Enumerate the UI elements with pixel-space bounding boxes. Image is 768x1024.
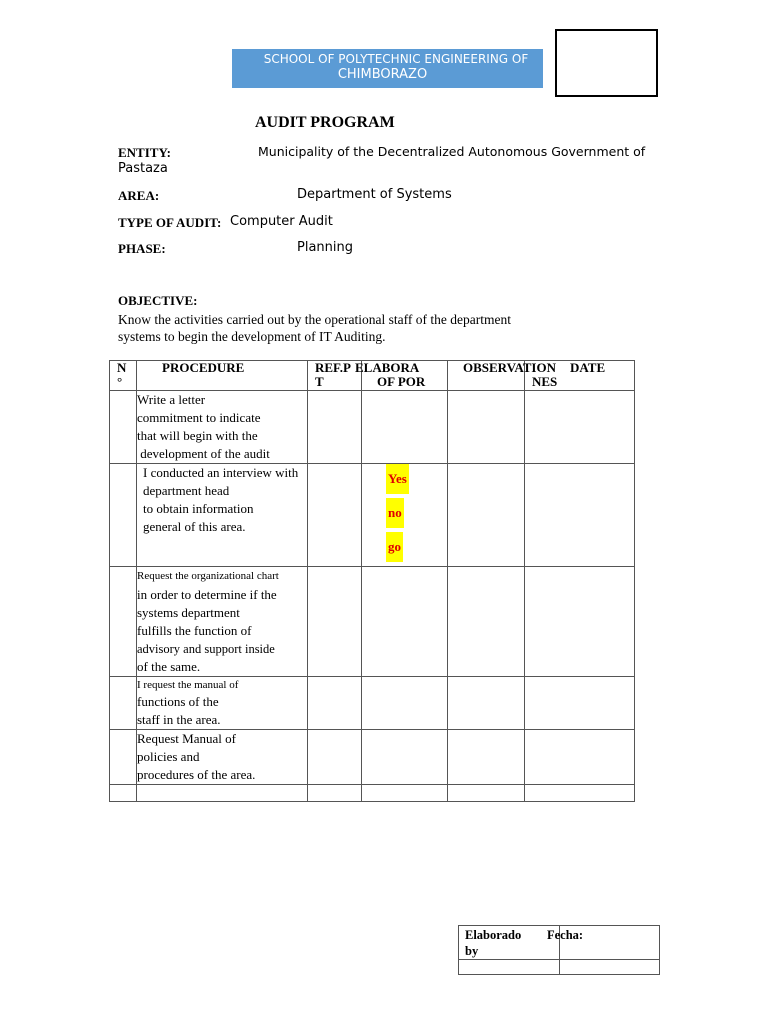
school-name-line1: SCHOOL OF POLYTECHNIC ENGINEERING OF [263,52,529,66]
procedure-line: to obtain information [143,501,254,516]
highlight-yes: Yes [386,464,409,494]
page-title: AUDIT PROGRAM [255,114,395,131]
procedure-cell [137,730,308,785]
procedure-line: in order to determine if the [137,587,277,602]
procedure-line: advisory and support inside [137,642,275,656]
header-ref [308,361,362,391]
entity-value-cont: Pastaza [118,161,168,176]
procedure-line: functions of the [137,694,219,709]
procedure-line: that will begin with the [137,428,258,443]
procedure-line: fulfills the function of [137,623,252,638]
signoff-blank [459,960,560,975]
area-label: AREA: [118,188,160,203]
entity-label: ENTITY: [118,145,171,160]
header-procedure [137,361,308,391]
table-row-empty [110,785,635,802]
procedure-line: I conducted an interview with [143,465,299,480]
procedure-cell [137,464,308,567]
procedure-line: Write a letter [137,392,206,407]
procedure-line: procedures of the area. [137,767,256,782]
entity-value: Municipality of the Decentralized Autonomous Government of [258,144,646,159]
procedure-cell [137,567,308,677]
procedure-line: of the same. [137,659,201,674]
table-row [110,677,635,730]
procedure-lead: Request the organizational chart [137,570,279,582]
date-blank [560,960,660,975]
header-number-b: ° [117,374,123,389]
table-header-row [110,361,635,391]
header-number-a: N [117,360,127,375]
audit-procedure-table [109,360,635,802]
objective-line-1: Know the activities carried out by the operational staff of the department [118,312,511,327]
procedure-cell [137,677,308,730]
header-observations [448,360,558,391]
school-banner [232,49,543,88]
objective-line-2: systems to begin the development of IT Auditing. [118,329,386,344]
area-value: Department of Systems [297,187,452,202]
objective-label: OBJECTIVE: [118,293,198,308]
header-observations-a: OBSERVATION [463,360,556,375]
header-elaborated-a: ELABORA [355,360,420,375]
header-date-text: DATE [570,360,606,375]
procedure-line: general of this area. [143,519,246,534]
header-elaborated [355,360,448,391]
objective-text [118,311,578,345]
table-row [110,391,635,464]
highlight-go: go [386,532,403,562]
school-name-line2: CHIMBORAZO [337,67,428,82]
table-row [110,464,635,567]
procedure-line: department head [143,483,230,498]
audit-type-value: Computer Audit [230,214,333,229]
date-label: Fecha: [547,928,584,942]
header-ref-a: REF.P [315,360,351,375]
date-header [547,926,660,960]
signoff-table [458,925,660,975]
phase-label: PHASE: [118,241,166,256]
elaborated-label-cont: by [465,944,479,958]
header-observations-b: NES [532,374,558,389]
procedure-line: staff in the area. [137,712,221,727]
elaborated-label: Elaborado [465,928,522,942]
audit-type-label: TYPE OF AUDIT: [118,215,222,230]
procedure-line: commitment to indicate [137,410,261,425]
signoff-header [459,926,560,960]
highlight-no: no [386,498,404,528]
phase-value: Planning [297,240,353,255]
header-ref-b: T [315,374,324,389]
table-row [110,730,635,785]
procedure-line: Request Manual of [137,731,236,746]
procedure-lead: I request the manual of [137,679,239,691]
procedure-line: development of the audit [137,446,270,461]
procedure-cell [137,391,308,464]
procedure-line: systems department [137,605,240,620]
logo-placeholder [555,29,658,97]
highlighted-note [362,464,448,567]
header-number [110,361,137,391]
procedure-line: policies and [137,749,200,764]
table-row [110,567,635,677]
header-procedure-text: PROCEDURE [162,360,245,375]
header-elaborated-b: OF POR [377,374,426,389]
